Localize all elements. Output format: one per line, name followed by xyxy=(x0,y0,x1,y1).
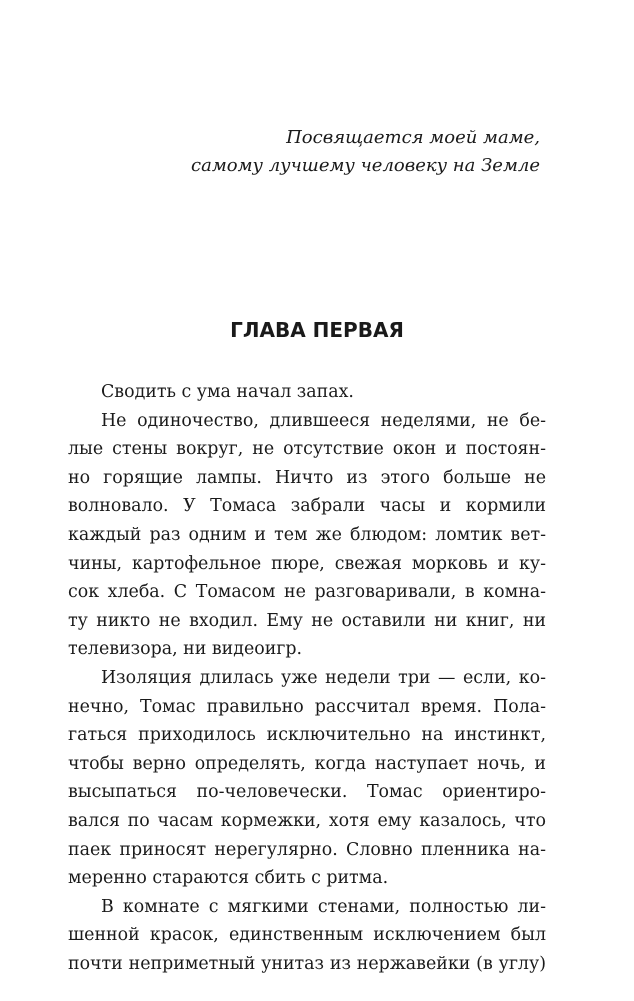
text-line: но горящие лампы. Ничто из этого больше не xyxy=(68,467,546,488)
dedication xyxy=(191,124,540,180)
text-line: Сводить с ума начал запах. xyxy=(101,382,354,402)
text-line: чины, картофельное пюре, свежая морковь и ку- xyxy=(68,553,546,574)
text-line: Изоляция длилась уже недели три — если, ко- xyxy=(101,667,546,688)
text-line: гаться приходилось исключительно на инстинкт, xyxy=(68,725,546,746)
text-line: вался по часам кормежки, хотя ему казалось, что xyxy=(68,810,546,831)
chapter-title: ГЛАВА ПЕРВАЯ xyxy=(230,318,404,342)
body-text xyxy=(68,378,546,978)
text-line: высыпаться по-человечески. Томас ориентиро- xyxy=(68,782,546,803)
text-line: телевизора, ни видеоигр. xyxy=(68,639,303,660)
text-line: лые стены вокруг, не отсутствие окон и постоян- xyxy=(68,439,546,460)
text-line: Не одиночество, длившееся неделями, не бе- xyxy=(101,410,546,431)
text-line: каждый раз одним и тем же блюдом: ломтик вет- xyxy=(68,524,546,545)
text-line: сок хлеба. С Томасом не разговаривали, в комна- xyxy=(68,582,546,603)
text-line: ту никто не входил. Ему не оставили ни книг, ни xyxy=(68,610,546,631)
dedication-line: самому лучшему человеку на Земле xyxy=(191,155,540,176)
text-line: меренно стараются сбить с ритма. xyxy=(68,868,389,889)
text-line: волновало. У Томаса забрали часы и кормили xyxy=(68,496,546,517)
text-line: В комнате с мягкими стенами, полностью ли- xyxy=(101,896,546,917)
text-line: чтобы верно определять, когда наступает ночь, и xyxy=(68,753,546,774)
dedication-line: Посвящается моей маме, xyxy=(286,127,540,148)
text-line: нечно, Томас правильно рассчитал время. Пола- xyxy=(68,696,546,717)
text-line: почти неприметный унитаз из нержавейки (в углу) xyxy=(68,953,546,974)
text-line: шенной красок, единственным исключением был xyxy=(68,925,546,946)
text-line: паек приносят нерегулярно. Словно пленника на- xyxy=(68,839,546,860)
